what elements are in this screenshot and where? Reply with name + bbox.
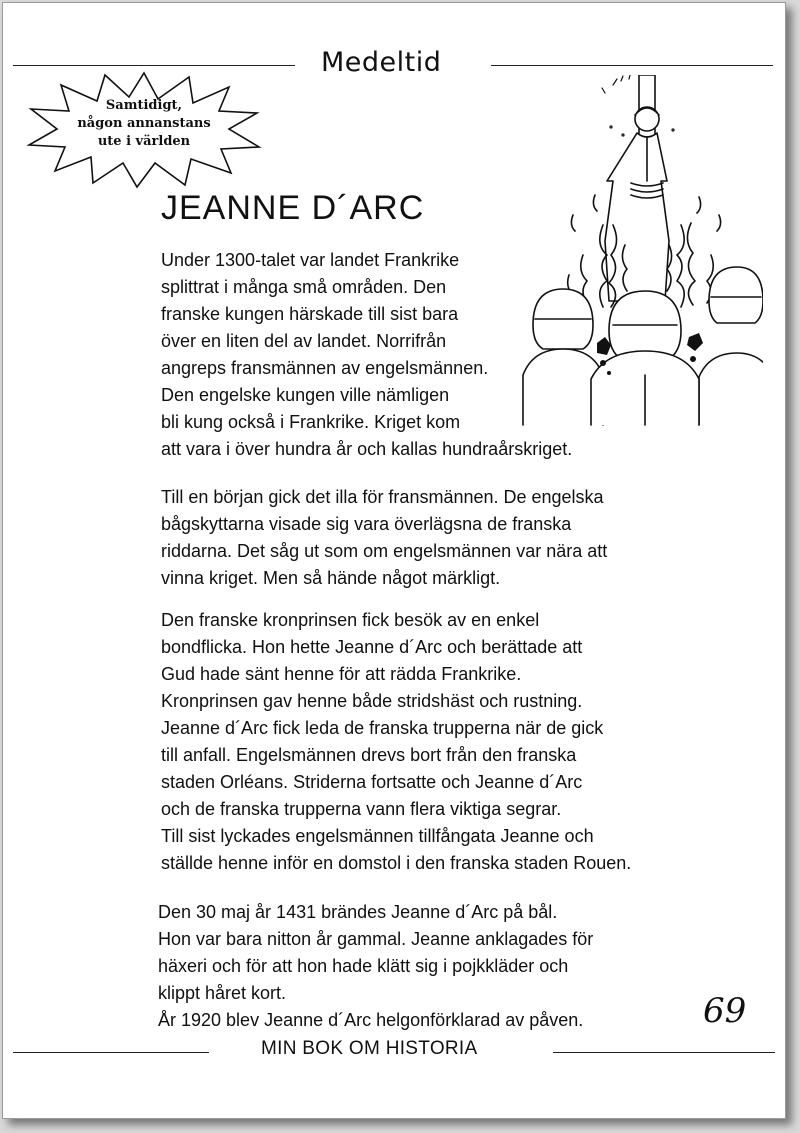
text-line: Hon var bara nitton år gammal. Jeanne anklagades för <box>158 929 594 949</box>
text-line: Under 1300-talet var landet Frankrike <box>161 250 460 270</box>
footer-rule-left <box>13 1052 209 1053</box>
page-number: 69 <box>703 991 747 1031</box>
starburst-badge <box>25 71 263 189</box>
paragraph <box>158 899 628 1034</box>
chapter-heading: Medeltid <box>321 47 442 78</box>
text-line: häxeri och för att hon hade klätt sig i pojkkläder och <box>158 956 569 976</box>
book-page <box>2 2 786 1119</box>
text-line: Till sist lyckades engelsmännen tillfångata Jeanne och <box>161 826 594 846</box>
text-line: splittrat i många små områden. Den <box>161 277 447 297</box>
text-line: bli kung också i Frankrike. Kriget kom <box>161 412 461 432</box>
paragraph <box>161 484 631 592</box>
text-line: Till en början gick det illa för fransmännen. De engelska <box>161 487 604 507</box>
text-line: Jeanne d´Arc fick leda de franska trupperna när de gick <box>161 718 604 738</box>
text-line: riddarna. Det såg ut som om engelsmännen var nära att <box>161 541 608 561</box>
text-line: bågskyttarna visade sig vara överlägsna de franska <box>161 514 572 534</box>
badge-line: någon annanstans <box>77 116 211 131</box>
text-line: till anfall. Engelsmännen drevs bort från den franska <box>161 745 577 765</box>
paragraph <box>161 247 631 463</box>
badge-line: ute i världen <box>97 134 191 149</box>
text-line: ställde henne inför en domstol i den franska staden Rouen. <box>161 853 632 873</box>
text-line: Den franske kronprinsen fick besök av en enkel <box>161 610 540 630</box>
text-line: över en liten del av landet. Norrifrån <box>161 331 447 351</box>
text-line: vinna kriget. Men så hände något märkligt. <box>161 568 501 588</box>
paragraph <box>161 607 631 877</box>
text-line: och de franska trupperna vann flera viktiga segrar. <box>161 799 562 819</box>
text-line: franske kungen härskade till sist bara <box>161 304 459 324</box>
text-line: År 1920 blev Jeanne d´Arc helgonförklarad av påven. <box>158 1010 584 1030</box>
text-line: Den engelske kungen ville nämligen <box>161 385 450 405</box>
footer-rule-right <box>553 1052 775 1053</box>
text-line: Gud hade sänt henne för att rädda Frankrike. <box>161 664 522 684</box>
text-line: Kronprinsen gav henne både stridshäst och rustning. <box>161 691 583 711</box>
header-rule-right <box>491 65 773 66</box>
text-line: staden Orléans. Striderna fortsatte och Jeanne d´Arc <box>161 772 583 792</box>
book-title-footer: MIN BOK OM HISTORIA <box>261 1038 478 1059</box>
text-line: att vara i över hundra år och kallas hundraårskriget. <box>161 439 573 459</box>
article-title: JEANNE D´ARC <box>161 189 425 227</box>
text-line: klippt håret kort. <box>158 983 287 1003</box>
text-line: angreps fransmännen av engelsmännen. <box>161 358 489 378</box>
text-line: bondflicka. Hon hette Jeanne d´Arc och berättade att <box>161 637 583 657</box>
header-rule-left <box>13 65 295 66</box>
text-line: Den 30 maj år 1431 brändes Jeanne d´Arc på bål. <box>158 902 558 922</box>
badge-line: Samtidigt, <box>105 98 183 113</box>
